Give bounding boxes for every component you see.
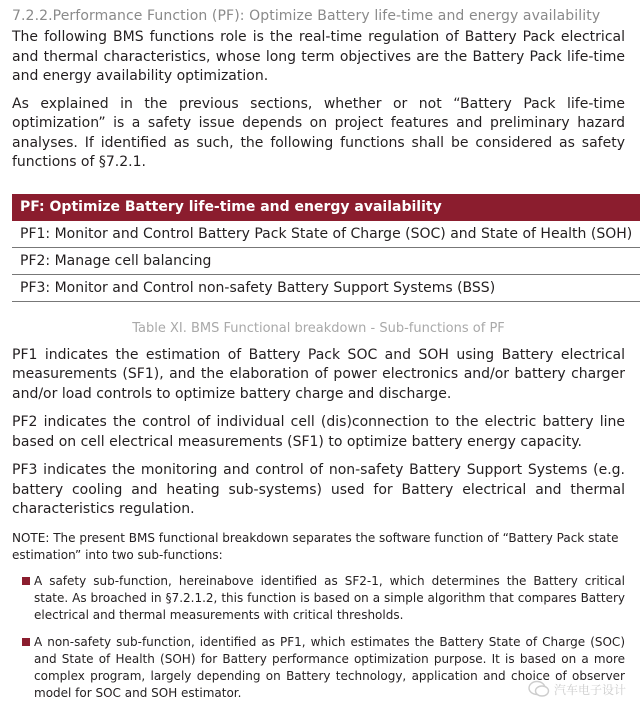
watermark — [528, 680, 626, 698]
table-cell-pf2: PF2: Manage cell balancing — [12, 247, 640, 274]
pf-subfunctions-table — [12, 194, 640, 302]
table-row — [12, 274, 640, 301]
note-text: NOTE: The present BMS functional breakdown separates the software function of “Battery Pack state estimation” into two sub-functions: — [12, 530, 619, 562]
pf1-description: PF1 indicates the estimation of Battery Pack SOC and SOH using Battery electrical measurements (SF1), and the elaboration of power electronics and/or battery charger and/or load controls to optimize battery charge and discharge. — [12, 346, 625, 402]
square-bullet-icon — [22, 638, 30, 646]
table-cell-pf1: PF1: Monitor and Control Battery Pack State of Charge (SOC) and State of Health (SOH) — [12, 220, 640, 247]
table-cell-pf3: PF3: Monitor and Control non-safety Battery Support Systems (BSS) — [12, 274, 640, 301]
chat-bubble-icon — [528, 680, 550, 698]
watermark-text: 汽车电子设计 — [553, 682, 626, 697]
table-caption: Table XI. BMS Functional breakdown - Sub-functions of PF — [132, 320, 505, 336]
explanation-paragraph: As explained in the previous sections, whether or not “Battery Pack life-time optimization” is a safety issue depends on project features and preliminary hazard analyses. If identified as such, the following functions shall be considered as safety functions of §7.2.1. — [12, 95, 625, 170]
document-page — [12, 0, 633, 712]
list-item — [34, 573, 625, 624]
table-row — [12, 220, 640, 247]
pf3-description: PF3 indicates the monitoring and control of non-safety Battery Support Systems (e.g. battery cooling and heating sub-systems) used for Battery electrical and thermal characteristics regulation. — [12, 462, 625, 517]
table-row — [12, 247, 640, 274]
section-heading: 7.2.2.Performance Function (PF): Optimize Battery life-time and energy availability — [12, 8, 601, 24]
pf2-description: PF2 indicates the control of individual cell (dis)connection to the electric battery line based on cell electrical measurements (SF1) to optimize battery energy capacity. — [12, 414, 625, 450]
square-bullet-icon — [22, 577, 30, 585]
table-header-cell: PF: Optimize Battery life-time and energy availability — [12, 194, 640, 221]
bullet-text-safety: A safety sub-function, hereinabove identified as SF2-1, which determines the Battery critical state. As broached in §7.2.1.2, this function is based on a simple algorithm that compares Battery electrical and thermal measurements with critical thresholds. — [34, 573, 625, 622]
bullet-text-non-safety: A non-safety sub-function, identified as PF1, which estimates the Battery State of Charge (SOC) and State of Health (SOH) for Battery performance optimization purpose. It is based on a more complex program, largely depending on Battery technology, application and choice of observer model for SOC and SOH estimator. — [34, 634, 625, 700]
table-header-row — [12, 194, 640, 221]
intro-paragraph: The following BMS functions role is the real-time regulation of Battery Pack electrical and thermal characteristics, whose long term objectives are the Battery Pack life-time and energy availability optimization. — [12, 29, 625, 84]
